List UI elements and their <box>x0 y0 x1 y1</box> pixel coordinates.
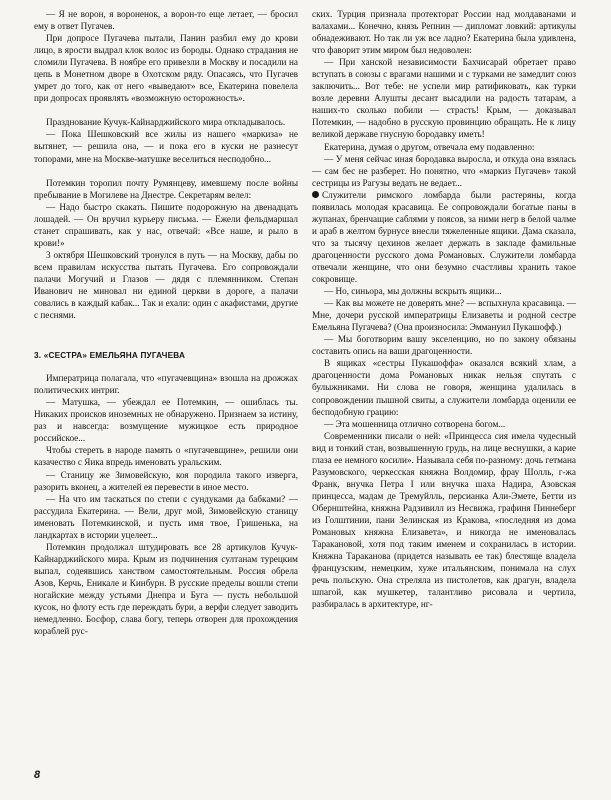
paragraph-with-bullet <box>312 189 576 285</box>
bullet-icon <box>312 191 319 198</box>
paragraph: В ящиках «сестры Пукашоффа» оказался всякий хлам, а драгоценности дома Романовых никак нельзя спутать с булыжниками. Ни слова не говоря, женщина удалилась в сопровождении пышной свиты, а служители ломбарда оценили ее бесподобную грацию: <box>312 358 576 417</box>
paragraph: 3 октября Шешковский тронулся в путь — на Москву, дабы по всем правилам искусства пытать Пугачева. Его сопровождали палачи Могучий и Глазов — дядя с племянником. Степан Иванович не миновал ни единой церкви в дороге, а палачи совались в каждый кабак... Так и ехали: один с акафистами, другие с песнями. <box>34 249 298 321</box>
paragraph-text: Служители римского ломбарда были растеряны, когда появилась молодая красавица. Ее сопровождали богатые паны в жупанах, бренчащие саблями у поясов, за ними негр в белой чалме и араб в желтом бурнусе внесли тяжеленные ящики. Дама сказала, что за тысячу цехинов желает держать в закладе фамильные драгоценности русского дома Романовых. Служители ломбарда отвечали женщине, что они безумно счастливы хранить такое сокровище. <box>312 189 576 285</box>
paragraph: Екатерина, думая о другом, отвечала ему подавленно: <box>324 141 535 152</box>
paragraph: — Как вы можете не доверять мне? — вспыхнула красавица. — Мне, дочери русской императрицы Елизаветы и родной сестре Емельяна Пугачева? (Она произносила: Эммануил Пукашофф.) <box>312 298 576 333</box>
paragraph: Императрица полагала, что «пугачевщина» взошла на дрожжах политических интриг. <box>34 373 298 396</box>
paragraph: Потемкин продолжал штудировать все 28 артикулов Кучук-Кайнарджийского мира. Крым из подчинения султанам турецким выпал, содеявшись ханством самостоятельным. Россия обрела Азов, Керчь, Еникале и Кинбурн. В русские пределы вошли степи ногайские между устьями Днепра и Буга — пусть небольшой кусок, но флоту есть где переждать бури, а верфи следует заводить немедленно. Босфор, слава богу, теперь отворен для прохождения кораблей рус- <box>34 541 298 637</box>
paragraph: — При ханской независимости Бахчисарай обретает право вступать в союзы с врагами нашими и с турками не замедлит союз заключить... Вот тебе: не успели мир ратификовать, как турки возле деревни Алушты десант высадили на радость татарам, а наших-то сколько побили — страсть! Крым, — доказывал Потемкин, — надобно в русскую провинцию обращать. Не к лицу великой державе гнусную бородавку иметь! <box>312 57 576 140</box>
paragraph: Празднование Кучук-Кайнарджийского мира откладывалось. <box>46 117 286 128</box>
section-title: 3. «СЕСТРА» ЕМЕЛЬЯНА ПУГАЧЕВА <box>34 351 186 361</box>
paragraph: — У меня сейчас иная бородавка выросла, и откуда она взялась — сам бес не разберет. Но понятно, что «маркиз Пугачев» такой сестрицы из Рагузы ведать не ведает... <box>312 153 576 188</box>
paragraph: — Эта мошенница отлично сотворена богом... <box>324 418 506 429</box>
paragraph: — Пока Шешковский все жилы из нашего «маркиза» не вытянет, — решила она, — и пока его в куски не разнесут топорами, мне на Москве-матушке веселиться несподобно... <box>34 129 298 164</box>
paragraph: — Но, синьора, мы должны вскрыть ящики... <box>324 286 502 297</box>
paragraph: Потемкин торопил почту Румянцеву, имевшему после войны пребывание в Могилеве на Днестре. Секретарям велел: <box>34 177 298 200</box>
paragraph: При допросе Пугачева пытали, Панин разбил ему до крови лицо, в ярости выдрал клок волос из бороды. Однако страдания не сломили Пугачева. В ноябре его привезли в Москву и посадили на цепь в Монетном дворе в Охотском ряду. Опасаясь, что Пугачев умрет до того, как от него «выведают» все, Екатерина повелела при допросах проявлять «возможную осторожность». <box>34 33 298 104</box>
paragraph: — Я не ворон, я вороненок, а ворон-то еще летает, — бросил ему в ответ Пугачев. <box>34 9 298 32</box>
paragraph: — Надо быстро скакать. Пишите подорожную на двенадцать лошадей. — Он вручил курьеру письма. — Ежели фельдмаршал станет спрашивать, как у нас, отвечай: «Все наше, и рыло в крови!» <box>34 201 298 248</box>
paragraph: — Станицу же Зимовейскую, коя породила такого изверга, разорить вконец, а жителей ея перевести в иное место. <box>34 469 298 492</box>
paragraph: ских. Турция признала протекторат России над молдаванами и валахами... Конечно, князь Репнин — дипломат ловкий: артикулы обнадеживают. Но так ли уж все ладно? Екатерина была удивлена, что фаворит этим миром был недоволен: <box>312 9 576 56</box>
page-number: 8 <box>34 769 41 781</box>
paragraph: Чтобы стереть в народе память о «пугачевщине», решили они казачество с Яика впредь именовать уральским. <box>34 445 298 468</box>
paragraph: — Матушка, — убеждал ее Потемкин, — ошиблась ты. Никаких происков иноземных не обнаружено. Признаем за истину, раз и навсегда: возмущение мужицкое есть природное российское... <box>34 397 298 444</box>
paragraph: — На что им таскаться по степи с сундуками да бабками? — рассудила Екатерина. — Вели, друг мой, Зимовейскую станицу именовать Потемкинской, и пусть имя твое, Гришенька, на ландкартах в истории уцелеет... <box>34 493 298 540</box>
paragraph: Современники писали о ней: «Принцесса сия имела чудесный вид и тонкий стан, возвышенную грудь, на лице веснушки, а карие глаза ее немного косили». Называла себя по-разному: дочь гетмана Разумовского, черкесская княжна Волдомир, фрау Шолль, г-жа Франк, внучка Петра I или внучка шаха Надира, Азовская принцесса, мадам де Тремуйлль, персианка Али-Эмете, Бетти из Обернштейна, княжна Радзивилл из Несвижа, графиня Пиннеберг из Голштинии, пани Зелинская из Кракова, «последняя из дома Романовых княжна Елизавета», и никогда не именовалась Таракановой, хотя под таким именем и сохранилась в истории. Княжна Тараканова (придется называть ее так) блестяще владела французским, немецким, хуже итальянским, понимала на слух речь польскую. Она стреляла из пистолетов, как драгун, владела шпагой, как мушкетер, талантливо рисовала и чертила, разбиралась в архитектуре, нг- <box>312 430 576 610</box>
paragraph: — Мы боготворим вашу экселенцию, но по закону обязаны составить опись на ваши драгоценности. <box>312 334 576 357</box>
right-column <box>312 8 576 610</box>
left-column <box>34 8 298 637</box>
